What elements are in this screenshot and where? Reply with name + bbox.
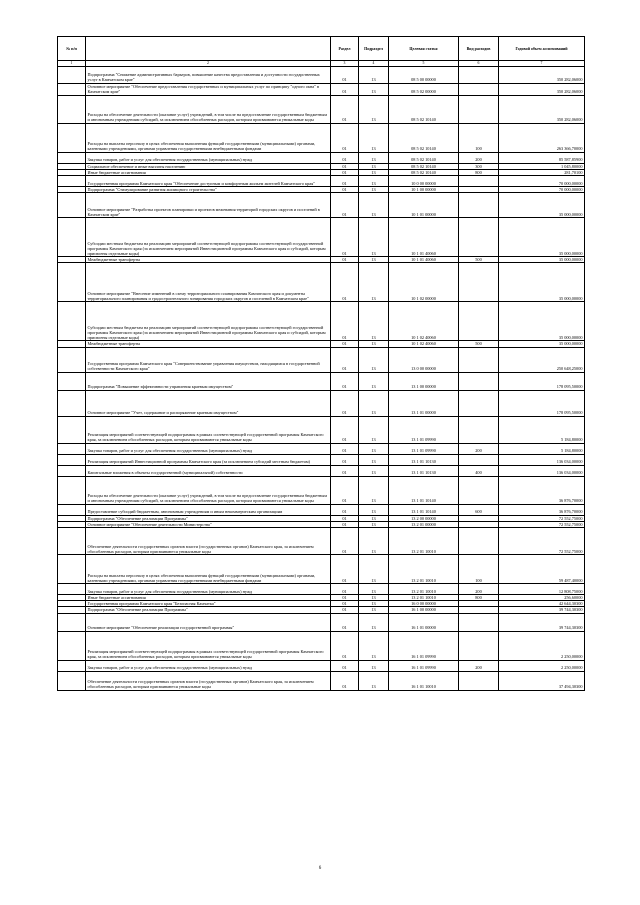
- table-row: [58, 443, 585, 454]
- table-row: [58, 416, 585, 443]
- sum-cell: 263 366,70000: [499, 123, 585, 152]
- header-podrazdel: Подраздел: [359, 37, 389, 61]
- target-article-cell: 13 1 01 10140: [389, 476, 459, 504]
- table-row: [58, 583, 585, 594]
- razdel-cell: 01: [331, 372, 359, 390]
- podrazdel-cell: 13: [359, 390, 389, 416]
- name-cell: Государственная программа Камчатского края "Совершенствование управления имуществом, находящимся в государственной собственности Камчатского края": [86, 347, 331, 372]
- col-number: 7: [499, 61, 585, 67]
- expense-type-cell: [459, 218, 499, 257]
- expense-type-cell: [459, 372, 499, 390]
- header-annual-volume: Годовой объем ассигнований: [499, 37, 585, 61]
- razdel-cell: 01: [331, 515, 359, 521]
- table-row: [58, 83, 585, 95]
- sum-cell: 12 808,75000: [499, 583, 585, 594]
- table-row: [58, 527, 585, 554]
- table-row: [58, 631, 585, 660]
- sum-cell: 39 744,30300: [499, 607, 585, 613]
- podrazdel-cell: 13: [359, 454, 389, 465]
- table-row: [58, 390, 585, 416]
- sum-cell: 350 282,06000: [499, 66, 585, 83]
- sum-cell: 178 095,50000: [499, 372, 585, 390]
- sum-cell: 42 644,30300: [499, 601, 585, 607]
- header-num: № п/п: [58, 37, 86, 61]
- razdel-cell: 01: [331, 613, 359, 631]
- podrazdel-cell: 13: [359, 527, 389, 554]
- num-cell: [58, 302, 86, 341]
- col-number: 6: [459, 61, 499, 67]
- sum-cell: 35 000,00000: [499, 302, 585, 341]
- razdel-cell: 01: [331, 163, 359, 169]
- table-row: [58, 504, 585, 515]
- sum-cell: 256,60000: [499, 594, 585, 600]
- col-number: 5: [389, 61, 459, 67]
- col-number: 3: [331, 61, 359, 67]
- document-page: [57, 36, 584, 691]
- podrazdel-cell: 13: [359, 416, 389, 443]
- podrazdel-cell: 13: [359, 515, 389, 521]
- table-row: [58, 263, 585, 302]
- sum-cell: 1 045,80000: [499, 163, 585, 169]
- razdel-cell: 01: [331, 476, 359, 504]
- podrazdel-cell: 13: [359, 341, 389, 347]
- sum-cell: 2 250,00000: [499, 660, 585, 671]
- target-article-cell: 13 0 00 00000: [389, 347, 459, 372]
- target-article-cell: 13 1 01 09990: [389, 416, 459, 443]
- num-cell: [58, 671, 86, 690]
- sum-cell: 35 000,00000: [499, 341, 585, 347]
- table-row: [58, 66, 585, 83]
- num-cell: [58, 193, 86, 218]
- razdel-cell: 01: [331, 175, 359, 186]
- name-cell: Закупка товаров, работ и услуг для обеспечения государственных (муниципальных) нужд: [86, 660, 331, 671]
- sum-cell: 36 876,70000: [499, 476, 585, 504]
- target-article-cell: 16 1 01 09990: [389, 660, 459, 671]
- num-cell: [58, 465, 86, 476]
- sum-cell: 35 000,00000: [499, 263, 585, 302]
- expense-type-cell: [459, 193, 499, 218]
- sum-cell: 136 034,00000: [499, 454, 585, 465]
- target-article-cell: 16 0 00 00000: [389, 601, 459, 607]
- table-row: [58, 193, 585, 218]
- target-article-cell: 08 5 02 10140: [389, 152, 459, 163]
- razdel-cell: 01: [331, 631, 359, 660]
- table-row: [58, 302, 585, 341]
- name-cell: Подпрограмма "Обеспечение реализации Программы": [86, 515, 331, 521]
- col-number: 1: [58, 61, 86, 67]
- expense-type-cell: [459, 527, 499, 554]
- razdel-cell: 01: [331, 341, 359, 347]
- razdel-cell: 01: [331, 454, 359, 465]
- target-article-cell: 13 2 01 10010: [389, 594, 459, 600]
- num-cell: [58, 347, 86, 372]
- expense-type-cell: [459, 416, 499, 443]
- expense-type-cell: [459, 390, 499, 416]
- num-cell: [58, 152, 86, 163]
- name-cell: Реализация мероприятий соответствующей подпрограммы в рамках соответствующей государственной программы Камчатского края, за исключением обособленных расходов, которым присваиваются уникальные коды: [86, 416, 331, 443]
- table-row: [58, 372, 585, 390]
- header-razdel: Раздел: [331, 37, 359, 61]
- sum-cell: 2 250,00000: [499, 631, 585, 660]
- sum-cell: 281,70100: [499, 169, 585, 175]
- razdel-cell: 01: [331, 583, 359, 594]
- name-cell: Реализация мероприятий Инвестиционной программы Камчатского края (за исключением субсидий местным бюджетам): [86, 454, 331, 465]
- expense-type-cell: [459, 263, 499, 302]
- razdel-cell: 01: [331, 152, 359, 163]
- target-article-cell: 16 1 01 00000: [389, 613, 459, 631]
- table-row: [58, 123, 585, 152]
- expense-type-cell: [459, 671, 499, 690]
- podrazdel-cell: 13: [359, 613, 389, 631]
- num-cell: [58, 527, 86, 554]
- sum-cell: 136 034,00000: [499, 465, 585, 476]
- target-article-cell: 13 1 00 00000: [389, 372, 459, 390]
- num-cell: [58, 123, 86, 152]
- podrazdel-cell: 13: [359, 302, 389, 341]
- podrazdel-cell: 13: [359, 594, 389, 600]
- sum-cell: 72 552,75000: [499, 527, 585, 554]
- razdel-cell: 01: [331, 169, 359, 175]
- sum-cell: 178 095,50000: [499, 390, 585, 416]
- podrazdel-cell: 13: [359, 504, 389, 515]
- num-cell: [58, 416, 86, 443]
- podrazdel-cell: 13: [359, 443, 389, 454]
- table-row: [58, 152, 585, 163]
- sum-cell: 37 494,30300: [499, 671, 585, 690]
- name-cell: Субсидии местным бюджетам на реализацию мероприятий соответствующей подпрограммы соответствующей государственной программы Камчатского края (за исключением мероприятий Инвестиционной программы Камчатского края и субсидий, которым присвоены отдельные коды): [86, 302, 331, 341]
- target-article-cell: 13 1 01 00000: [389, 390, 459, 416]
- num-cell: [58, 504, 86, 515]
- name-cell: Расходы на выплаты персоналу в целях обеспечения выполнения функций государственными (муниципальными) органами, казенными учреждениями, органами управления государственными внебюджетными фондами: [86, 554, 331, 583]
- expense-type-cell: [459, 175, 499, 186]
- num-cell: [58, 554, 86, 583]
- sum-cell: 72 552,75000: [499, 521, 585, 527]
- name-cell: Закупка товаров, работ и услуг для обеспечения государственных (муниципальных) нужд: [86, 443, 331, 454]
- sum-cell: 70 000,00000: [499, 186, 585, 192]
- razdel-cell: 01: [331, 660, 359, 671]
- header-target-article: Целевая статья: [389, 37, 459, 61]
- razdel-cell: 01: [331, 66, 359, 83]
- razdel-cell: 01: [331, 302, 359, 341]
- expense-type-cell: 100: [459, 123, 499, 152]
- sum-cell: 5 184,80000: [499, 443, 585, 454]
- razdel-cell: 01: [331, 347, 359, 372]
- sum-cell: 70 000,00000: [499, 175, 585, 186]
- expense-type-cell: 500: [459, 257, 499, 263]
- num-cell: [58, 631, 86, 660]
- target-article-cell: 16 1 01 10010: [389, 671, 459, 690]
- expense-type-cell: 800: [459, 594, 499, 600]
- sum-cell: 35 000,00000: [499, 257, 585, 263]
- name-cell: Подпрограмма "Повышение эффективности управления краевым имуществом": [86, 372, 331, 390]
- razdel-cell: 01: [331, 218, 359, 257]
- budget-table: [57, 36, 585, 691]
- expense-type-cell: 500: [459, 341, 499, 347]
- target-article-cell: 16 1 01 09990: [389, 631, 459, 660]
- name-cell: Подпрограмма "Стимулирование развития жилищного строительства": [86, 186, 331, 192]
- num-cell: [58, 454, 86, 465]
- sum-cell: 85 587,85900: [499, 152, 585, 163]
- num-cell: [58, 476, 86, 504]
- expense-type-cell: 800: [459, 169, 499, 175]
- target-article-cell: 10 1 02 40060: [389, 302, 459, 341]
- num-cell: [58, 583, 86, 594]
- expense-type-cell: [459, 302, 499, 341]
- name-cell: Основное мероприятие "Учет, содержание и распоряжение краевым имуществом": [86, 390, 331, 416]
- name-cell: Подпрограмма "Обеспечение реализации Программы": [86, 607, 331, 613]
- name-cell: Подпрограмма "Снижение административных барьеров, повышение качества предоставления и доступности государственных услуг в Камчатском крае": [86, 66, 331, 83]
- name-cell: Реализация мероприятий соответствующей подпрограммы в рамках соответствующей государственной программы Камчатского края, за исключением обособленных расходов, которым присваиваются уникальные коды: [86, 631, 331, 660]
- expense-type-cell: 200: [459, 583, 499, 594]
- sum-cell: 39 744,30300: [499, 613, 585, 631]
- expense-type-cell: 200: [459, 443, 499, 454]
- podrazdel-cell: 13: [359, 218, 389, 257]
- razdel-cell: 01: [331, 521, 359, 527]
- podrazdel-cell: 13: [359, 465, 389, 476]
- name-cell: Расходы на выплаты персоналу в целях обеспечения выполнения функций государственными (муниципальными) органами, казенными учреждениями, органами управления государственными внебюджетными фондами: [86, 123, 331, 152]
- name-cell: Иные бюджетные ассигнования: [86, 594, 331, 600]
- table-row: [58, 613, 585, 631]
- expense-type-cell: [459, 613, 499, 631]
- target-article-cell: 13 1 01 10130: [389, 465, 459, 476]
- razdel-cell: 01: [331, 390, 359, 416]
- target-article-cell: 08 5 02 10140: [389, 123, 459, 152]
- num-cell: [58, 175, 86, 186]
- sum-cell: 35 000,00000: [499, 193, 585, 218]
- name-cell: Основное мероприятие "Внесение изменений в схему территориального планирования Камчатского края и документы территориального планирования и градостроительного зонирования городских округов и поселений в Камчатском крае": [86, 263, 331, 302]
- col-number: 4: [359, 61, 389, 67]
- target-article-cell: 13 2 00 00000: [389, 515, 459, 521]
- sum-cell: 5 184,80000: [499, 416, 585, 443]
- name-cell: Расходы на обеспечение деятельности (оказание услуг) учреждений, в том числе на предоставление государственным бюджетным и автономным учреждениям субсидий, за исключением обособленных расходов, которым присваиваются уникальные коды: [86, 95, 331, 123]
- podrazdel-cell: 13: [359, 660, 389, 671]
- target-article-cell: 10 1 01 40060: [389, 257, 459, 263]
- num-cell: [58, 660, 86, 671]
- target-article-cell: 10 0 00 00000: [389, 175, 459, 186]
- name-cell: Государственная программа Камчатского края "Обеспечение доступным и комфортным жильем жителей Камчатского края": [86, 175, 331, 186]
- num-cell: [58, 83, 86, 95]
- name-cell: Обеспечение деятельности государственных органов власти (государственных органов) Камчатского края, за исключением обособленных расходов, которым присваиваются уникальные коды: [86, 671, 331, 690]
- name-cell: Основное мероприятие "Обеспечение деятельности Министерства": [86, 521, 331, 527]
- name-cell: Обеспечение деятельности государственных органов власти (государственных органов) Камчатского края, за исключением обособленных расходов, которым присваиваются уникальные коды: [86, 527, 331, 554]
- sum-cell: 350 282,06000: [499, 83, 585, 95]
- razdel-cell: 01: [331, 257, 359, 263]
- target-article-cell: 10 1 00 00000: [389, 186, 459, 192]
- razdel-cell: 01: [331, 607, 359, 613]
- target-article-cell: 08 5 02 10140: [389, 95, 459, 123]
- name-cell: Основное мероприятие "Разработка проектов планировки и проектов межевания территорий городских округов и поселений в Камчатском крае": [86, 193, 331, 218]
- razdel-cell: 01: [331, 95, 359, 123]
- sum-cell: 350 282,06000: [499, 95, 585, 123]
- razdel-cell: 01: [331, 123, 359, 152]
- page-number: 6: [318, 866, 322, 871]
- razdel-cell: 01: [331, 193, 359, 218]
- podrazdel-cell: 13: [359, 671, 389, 690]
- podrazdel-cell: 13: [359, 631, 389, 660]
- table-row: [58, 347, 585, 372]
- target-article-cell: 13 1 01 10130: [389, 454, 459, 465]
- razdel-cell: 01: [331, 443, 359, 454]
- name-cell: Социальное обеспечение и иные выплаты населению: [86, 163, 331, 169]
- expense-type-cell: [459, 631, 499, 660]
- razdel-cell: 01: [331, 416, 359, 443]
- target-article-cell: 13 2 01 10010: [389, 554, 459, 583]
- podrazdel-cell: 13: [359, 95, 389, 123]
- table-row: [58, 454, 585, 465]
- razdel-cell: 01: [331, 671, 359, 690]
- table-row: [58, 660, 585, 671]
- podrazdel-cell: 13: [359, 152, 389, 163]
- num-cell: [58, 390, 86, 416]
- table-row: [58, 465, 585, 476]
- target-article-cell: 08 5 02 10140: [389, 163, 459, 169]
- podrazdel-cell: 13: [359, 554, 389, 583]
- expense-type-cell: [459, 95, 499, 123]
- name-cell: Капитальные вложения в объекты государственной (муниципальной) собственности: [86, 465, 331, 476]
- podrazdel-cell: 13: [359, 83, 389, 95]
- name-cell: Расходы на обеспечение деятельности (оказание услуг) учреждений, в том числе на предоставление государственным бюджетным и автономным учреждениям субсидий, за исключением обособленных расходов, которым присваиваются уникальные коды: [86, 476, 331, 504]
- num-cell: [58, 443, 86, 454]
- target-article-cell: 13 1 01 10140: [389, 504, 459, 515]
- expense-type-cell: [459, 66, 499, 83]
- header-name: [86, 37, 331, 61]
- expense-type-cell: [459, 454, 499, 465]
- podrazdel-cell: 13: [359, 169, 389, 175]
- target-article-cell: 10 1 01 40060: [389, 218, 459, 257]
- target-article-cell: 13 2 01 10010: [389, 527, 459, 554]
- num-cell: [58, 66, 86, 83]
- razdel-cell: 01: [331, 465, 359, 476]
- razdel-cell: 01: [331, 594, 359, 600]
- podrazdel-cell: 13: [359, 186, 389, 192]
- table-row: [58, 175, 585, 186]
- expense-type-cell: [459, 476, 499, 504]
- table-body: [58, 66, 585, 690]
- sum-cell: 36 876,70000: [499, 504, 585, 515]
- name-cell: Закупка товаров, работ и услуг для обеспечения государственных (муниципальных) нужд: [86, 583, 331, 594]
- target-article-cell: 13 2 01 10010: [389, 583, 459, 594]
- col-number: 2: [86, 61, 331, 67]
- razdel-cell: 01: [331, 504, 359, 515]
- table-row: [58, 95, 585, 123]
- podrazdel-cell: 13: [359, 263, 389, 302]
- expense-type-cell: [459, 83, 499, 95]
- podrazdel-cell: 13: [359, 66, 389, 83]
- razdel-cell: 01: [331, 554, 359, 583]
- target-article-cell: 13 1 01 09990: [389, 443, 459, 454]
- sum-cell: 250 648,25000: [499, 347, 585, 372]
- target-article-cell: 08 5 02 10140: [389, 169, 459, 175]
- razdel-cell: 01: [331, 601, 359, 607]
- target-article-cell: 08 5 00 00000: [389, 66, 459, 83]
- table-row: [58, 476, 585, 504]
- podrazdel-cell: 13: [359, 601, 389, 607]
- expense-type-cell: 100: [459, 554, 499, 583]
- podrazdel-cell: 13: [359, 123, 389, 152]
- target-article-cell: 10 1 01 00000: [389, 193, 459, 218]
- num-cell: [58, 218, 86, 257]
- header-row: [58, 37, 585, 61]
- num-cell: [58, 613, 86, 631]
- sum-cell: 72 552,75000: [499, 515, 585, 521]
- razdel-cell: 01: [331, 186, 359, 192]
- target-article-cell: 10 1 02 00000: [389, 263, 459, 302]
- razdel-cell: 01: [331, 527, 359, 554]
- name-cell: Иные бюджетные ассигнования: [86, 169, 331, 175]
- expense-type-cell: 600: [459, 504, 499, 515]
- expense-type-cell: 200: [459, 152, 499, 163]
- podrazdel-cell: 13: [359, 163, 389, 169]
- name-cell: Основное мероприятие "Обеспечение реализации государственной программы": [86, 613, 331, 631]
- name-cell: Предоставление субсидий бюджетным, автономным учреждениям и иным некоммерческим организациям: [86, 504, 331, 515]
- expense-type-cell: 200: [459, 660, 499, 671]
- expense-type-cell: 400: [459, 465, 499, 476]
- num-cell: [58, 95, 86, 123]
- target-article-cell: 16 1 00 00000: [389, 607, 459, 613]
- podrazdel-cell: 13: [359, 193, 389, 218]
- podrazdel-cell: 13: [359, 476, 389, 504]
- target-article-cell: 08 5 02 00000: [389, 83, 459, 95]
- expense-type-cell: [459, 347, 499, 372]
- podrazdel-cell: 13: [359, 257, 389, 263]
- target-article-cell: 13 2 01 00000: [389, 521, 459, 527]
- name-cell: Основное мероприятие "Обеспечение предоставления государственных и муниципальных услуг по принципу "одного окна" в Камчатском крае": [86, 83, 331, 95]
- header-expense-type: Вид расходов: [459, 37, 499, 61]
- podrazdel-cell: 13: [359, 583, 389, 594]
- podrazdel-cell: 13: [359, 521, 389, 527]
- table-row: [58, 671, 585, 690]
- num-cell: [58, 263, 86, 302]
- table-row: [58, 554, 585, 583]
- sum-cell: 59 487,40000: [499, 554, 585, 583]
- razdel-cell: 01: [331, 263, 359, 302]
- podrazdel-cell: 13: [359, 372, 389, 390]
- target-article-cell: 10 1 02 40060: [389, 341, 459, 347]
- num-cell: [58, 372, 86, 390]
- name-cell: Межбюджетные трансферты: [86, 341, 331, 347]
- name-cell: Закупка товаров, работ и услуг для обеспечения государственных (муниципальных) нужд: [86, 152, 331, 163]
- name-cell: Государственная программа Камчатского края "Безопасная Камчатка": [86, 601, 331, 607]
- sum-cell: 35 000,00000: [499, 218, 585, 257]
- table-row: [58, 218, 585, 257]
- podrazdel-cell: 13: [359, 175, 389, 186]
- razdel-cell: 01: [331, 83, 359, 95]
- name-cell: Межбюджетные трансферты: [86, 257, 331, 263]
- name-cell: Субсидии местным бюджетам на реализацию мероприятий соответствующей подпрограммы соответствующей государственной программы Камчатского края (за исключением мероприятий Инвестиционной программы Камчатского края и субсидий, которым присвоены отдельные коды): [86, 218, 331, 257]
- podrazdel-cell: 13: [359, 347, 389, 372]
- podrazdel-cell: 13: [359, 607, 389, 613]
- expense-type-cell: 300: [459, 163, 499, 169]
